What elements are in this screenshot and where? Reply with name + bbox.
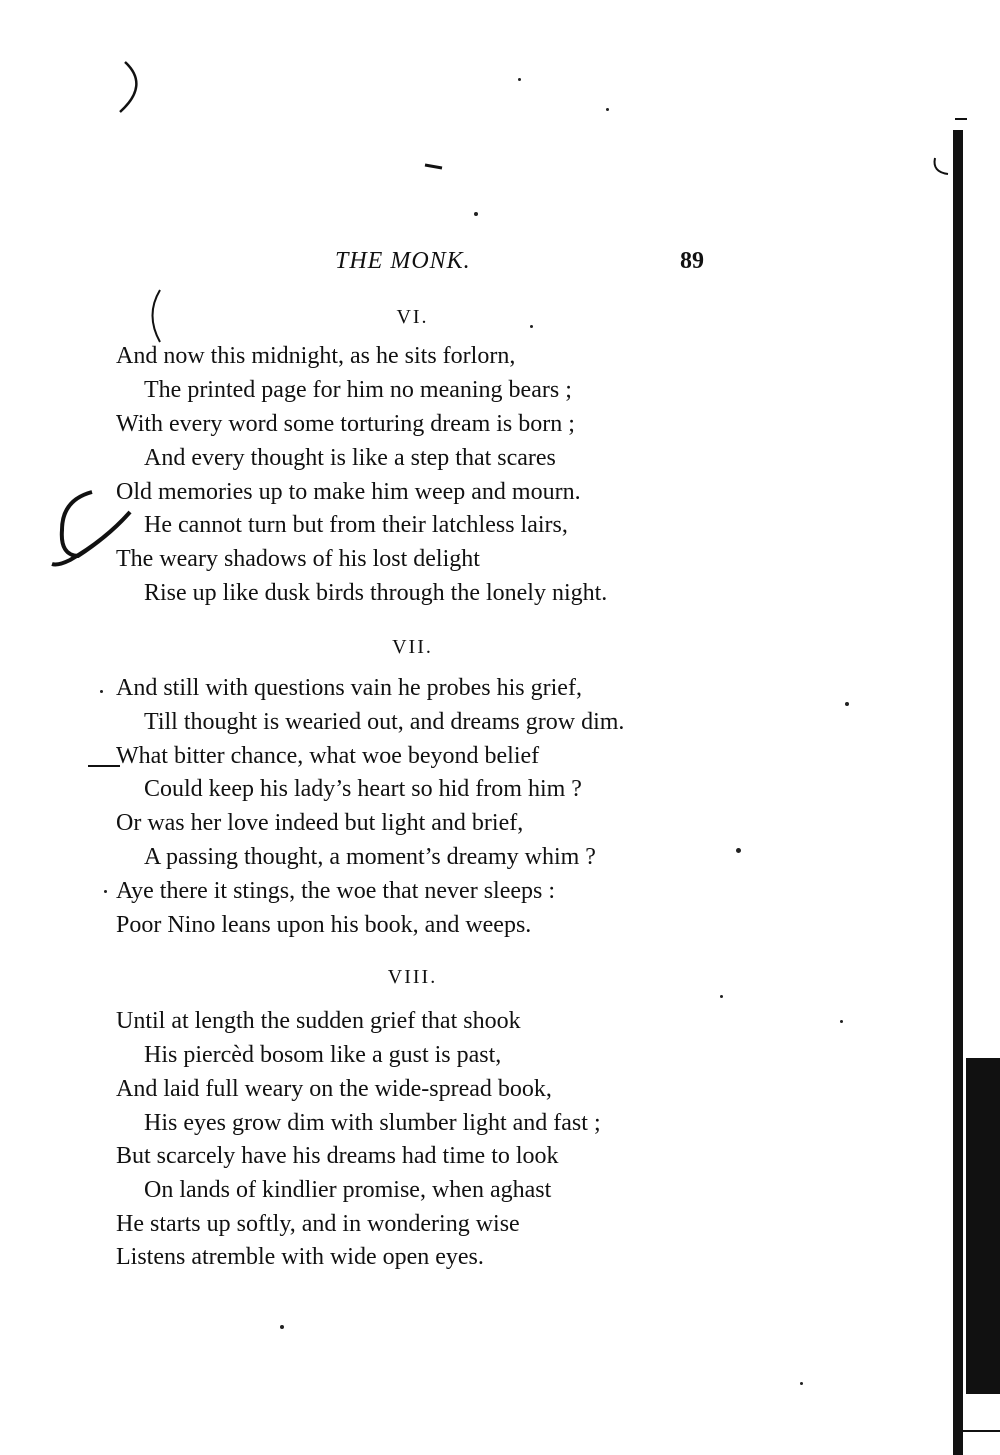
verse-line: A passing thought, a moment’s dreamy whim ? [144,844,596,870]
speck [606,108,609,111]
margin-squiggle [935,158,948,174]
verse-line: Until at length the sudden grief that shook [116,1008,521,1034]
speck [280,1325,284,1329]
page-number: 89 [680,248,704,274]
verse-line: What bitter chance, what woe beyond belief [116,743,540,769]
dash-mark-top [425,165,442,168]
verse-line: He starts up softly, and in wondering wise [116,1211,520,1237]
running-title: THE MONK. [335,248,471,274]
verse-line: But scarcely have his dreams had time to look [116,1143,559,1169]
stanza-number: VI. [396,306,429,328]
verse-line: And now this midnight, as he sits forlorn, [116,343,516,369]
verse-line: With every word some torturing dream is born ; [116,411,575,437]
verse-line: Or was her love indeed but light and brief, [116,810,524,836]
speck [845,702,849,706]
speck [104,890,107,893]
verse-line: Till thought is wearied out, and dreams grow dim. [144,709,625,735]
speck [840,1020,843,1023]
verse-line: Aye there it stings, the woe that never sleeps : [116,878,556,904]
verse-line: On lands of kindlier promise, when aghast [144,1177,552,1203]
speck [100,690,103,693]
verse-line: Could keep his lady’s heart so hid from him ? [144,776,582,802]
verse-line: Old memories up to make him weep and mourn. [116,479,581,505]
verse-line: The weary shadows of his lost delight [116,546,480,572]
verse-line: Poor Nino leans upon his book, and weeps. [116,912,532,938]
verse-line: His piercèd bosom like a gust is past, [144,1042,502,1068]
verse-line: The printed page for him no meaning bears ; [144,377,572,403]
verse-line: His eyes grow dim with slumber light and fast ; [144,1110,601,1136]
speck [800,1382,803,1385]
speck [720,995,723,998]
pencil-paren-top [120,62,136,112]
stanza-number: VII. [392,636,433,658]
verse-line: And still with questions vain he probes his grief, [116,675,582,701]
speck [736,848,741,853]
running-head [0,248,1000,282]
stanza-number: VIII. [387,966,438,988]
speck [518,78,521,81]
speck [474,212,478,216]
verse-line: And every thought is like a step that scares [144,445,556,471]
verse-line: Listens atremble with wide open eyes. [116,1244,484,1270]
verse-line: Rise up like dusk birds through the lonely night. [144,580,608,606]
verse-line: And laid full weary on the wide-spread book, [116,1076,552,1102]
verse-line: He cannot turn but from their latchless lairs, [144,512,568,538]
